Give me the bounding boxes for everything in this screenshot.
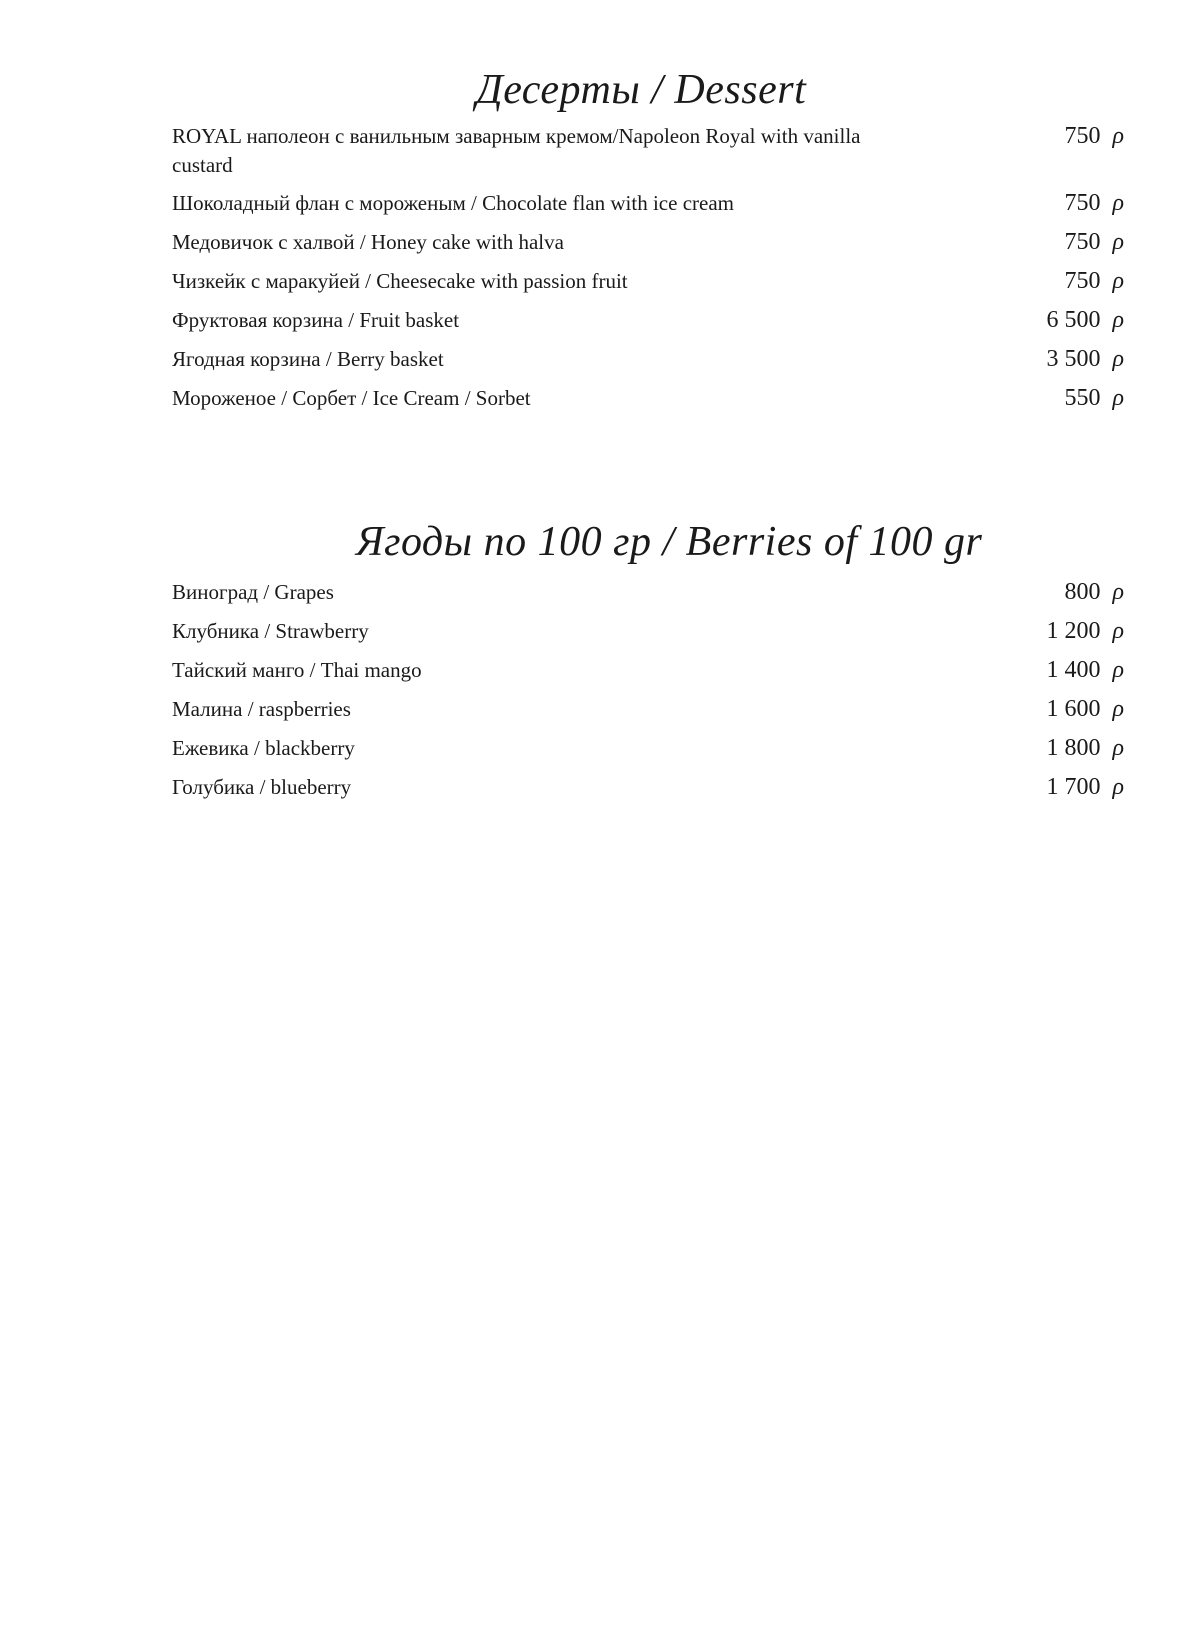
menu-item-blackberry [172, 734, 1124, 763]
menu-item-strawberry [172, 617, 1124, 646]
menu-item-grapes [172, 578, 1124, 607]
price-value: 1 600 [1046, 696, 1101, 722]
ruble-icon: ρ [1112, 346, 1124, 372]
ruble-icon: ρ [1112, 229, 1124, 255]
menu-item-fruit-basket [172, 306, 1124, 335]
item-name: Ежевика / blackberry [172, 736, 355, 760]
item-name: Чизкейк с маракуйей / Cheesecake with passion fruit [172, 269, 628, 293]
menu-item-chocolate-flan [172, 189, 1124, 218]
ruble-icon: ρ [1112, 190, 1124, 216]
ruble-icon: ρ [1112, 385, 1124, 411]
price-value: 750 [1064, 123, 1101, 149]
price-value: 550 [1064, 385, 1101, 411]
item-name: Клубника / Strawberry [172, 619, 369, 643]
price-value: 1 400 [1046, 657, 1101, 683]
item-price [1064, 189, 1124, 218]
item-price [1064, 267, 1124, 296]
item-price [1046, 345, 1124, 374]
price-value: 1 200 [1046, 618, 1101, 644]
price-value: 1 800 [1046, 735, 1101, 761]
item-price [1064, 384, 1124, 413]
item-price [1064, 122, 1124, 151]
ruble-icon: ρ [1112, 735, 1124, 761]
item-price [1046, 617, 1124, 646]
item-name: ROYAL наполеон с ванильным заварным кремом/Napoleon Royal with vanilla custard [172, 124, 861, 177]
ruble-icon: ρ [1112, 657, 1124, 683]
item-name: Мороженое / Сорбет / Ice Cream / Sorbet [172, 386, 531, 410]
item-name: Шоколадный флан с мороженым / Chocolate flan with ice cream [172, 191, 734, 215]
item-price [1064, 578, 1124, 607]
price-value: 750 [1064, 190, 1101, 216]
price-value: 3 500 [1046, 346, 1101, 372]
price-value: 1 700 [1046, 774, 1101, 800]
menu-item-honey-cake [172, 228, 1124, 257]
price-value: 800 [1064, 579, 1101, 605]
ruble-icon: ρ [1112, 618, 1124, 644]
item-name: Ягодная корзина / Berry basket [172, 347, 444, 371]
menu-item-cheesecake [172, 267, 1124, 296]
menu-item-thai-mango [172, 656, 1124, 685]
menu-item-berry-basket [172, 345, 1124, 374]
price-value: 750 [1064, 268, 1101, 294]
item-price [1064, 228, 1124, 257]
item-name: Тайский манго / Thai mango [172, 658, 422, 682]
menu-item-napoleon [172, 122, 1124, 180]
ruble-icon: ρ [1112, 268, 1124, 294]
desserts-title: Десерты / Dessert [476, 67, 807, 113]
item-name: Медовичок с халвой / Honey cake with halva [172, 230, 564, 254]
ruble-icon: ρ [1112, 123, 1124, 149]
item-price [1046, 306, 1124, 335]
item-price [1046, 773, 1124, 802]
item-name: Фруктовая корзина / Fruit basket [172, 308, 460, 332]
menu-item-raspberries [172, 695, 1124, 724]
item-price [1046, 656, 1124, 685]
menu-item-ice-cream [172, 384, 1124, 413]
ruble-icon: ρ [1112, 774, 1124, 800]
item-price [1046, 734, 1124, 763]
price-value: 6 500 [1046, 307, 1101, 333]
ruble-icon: ρ [1112, 307, 1124, 333]
price-value: 750 [1064, 229, 1101, 255]
item-name: Голубика / blueberry [172, 775, 352, 799]
item-name: Виноград / Grapes [172, 580, 334, 604]
ruble-icon: ρ [1112, 696, 1124, 722]
menu-item-blueberry [172, 773, 1124, 802]
berries-title: Ягоды по 100 гр / Berries of 100 gr [356, 519, 983, 565]
ruble-icon: ρ [1112, 579, 1124, 605]
item-price [1046, 695, 1124, 724]
item-name: Малина / raspberries [172, 697, 351, 721]
